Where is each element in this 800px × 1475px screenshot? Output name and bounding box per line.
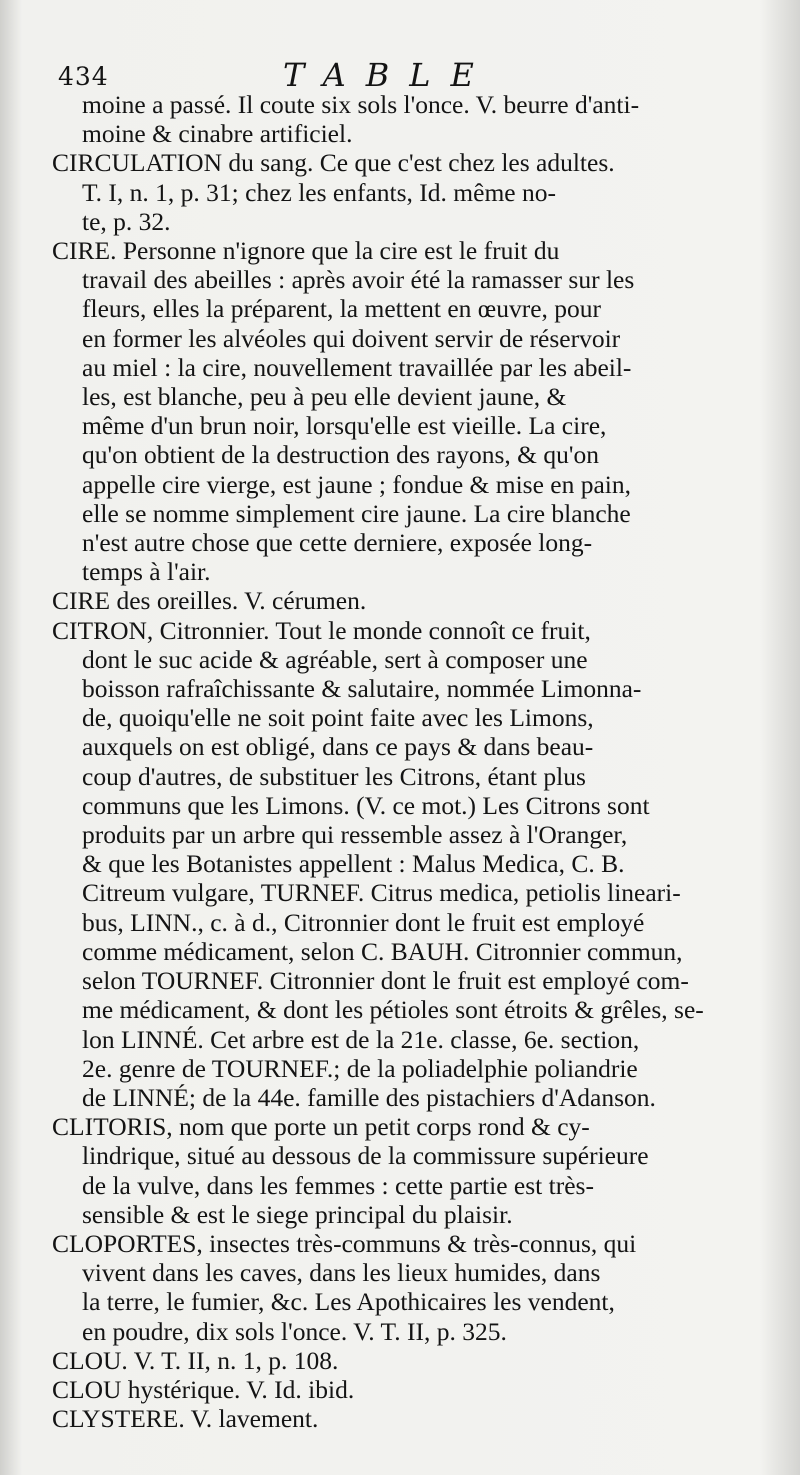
text-line: me médicament, & dont les pétioles sont étroits & grêles, se-: [82, 995, 704, 1025]
text-line: de la vulve, dans les femmes : cette partie est très-: [82, 1170, 594, 1200]
text-line: te, p. 32.: [82, 206, 171, 236]
entry-head-line: CLOU hystérique. V. Id. ibid.: [52, 1374, 355, 1404]
text-line: coup d'autres, de substituer les Citrons, étant plus: [82, 761, 586, 791]
text-line: communs que les Limons. (V. ce mot.) Les Citrons sont: [82, 790, 650, 820]
page-number: 434: [58, 62, 109, 91]
text-line: de, quoiqu'elle ne soit point faite avec les Limons,: [82, 703, 594, 733]
text-line: au miel : la cire, nouvellement travaillée par les abeil-: [82, 352, 632, 382]
text-line: en poudre, dix sols l'once. V. T. II, p. 325.: [82, 1316, 507, 1346]
text-line: selon TOURNEF. Citronnier dont le fruit est employé com-: [82, 966, 689, 996]
text-line: de LINNÉ; de la 44e. famille des pistachiers d'Adanson.: [82, 1082, 656, 1112]
text-line: même d'un brun noir, lorsqu'elle est vieille. La cire,: [82, 411, 607, 441]
text-line: en former les alvéoles qui doivent servir de réservoir: [82, 323, 621, 353]
text-line: lindrique, situé au dessous de la commissure supérieure: [82, 1141, 649, 1171]
entry-head-line: CIRE. Personne n'ignore que la cire est le fruit du: [52, 236, 560, 266]
entry-head-line: CLOU. V. T. II, n. 1, p. 108.: [52, 1345, 339, 1375]
entry-circulation: [52, 148, 752, 236]
text-line: T. I, n. 1, p. 31; chez les enfants, Id. même no-: [82, 177, 556, 207]
text-line: n'est autre chose que cette derniere, exposée long-: [82, 528, 593, 558]
text-line: qu'on obtient de la destruction des rayons, & qu'on: [82, 440, 599, 470]
text-line: produits par un arbre qui ressemble assez à l'Oranger,: [82, 820, 628, 850]
text-line: 2e. genre de TOURNEF.; de la poliadelphie poliandrie: [82, 1053, 638, 1083]
text-line: comme médicament, selon C. BAUH. Citronnier commun,: [82, 936, 683, 966]
text-line: les, est blanche, peu à peu elle devient jaune, &: [82, 382, 567, 412]
entry-clystere: [52, 1404, 752, 1433]
entry-head-line: CIRCULATION du sang. Ce que c'est chez les adultes.: [52, 148, 615, 178]
running-title: TABLE: [283, 56, 494, 94]
text-line: boisson rafraîchissante & salutaire, nommée Limonna-: [82, 674, 642, 704]
entry-head-line: CITRON, Citronnier. Tout le monde connoît ce fruit,: [52, 615, 591, 645]
entry-head-line: CLYSTERE. V. lavement.: [52, 1404, 319, 1434]
text-line: elle se nomme simplement cire jaune. La cire blanche: [82, 498, 631, 528]
text-line: temps à l'air.: [82, 557, 211, 587]
entry-cire-oreilles: [52, 586, 752, 615]
text-line: vivent dans les caves, dans les lieux humides, dans: [82, 1258, 601, 1288]
entry-citron: [52, 616, 752, 1112]
text-line: moine a passé. Il coute six sols l'once. V. beurre d'anti-: [82, 90, 640, 119]
entry-clitoris: [52, 1112, 752, 1229]
index-body: [52, 90, 752, 1433]
entry-clou: [52, 1346, 752, 1375]
text-line: lon LINNÉ. Cet arbre est de la 21e. classe, 6e. section,: [82, 1024, 640, 1054]
text-line: & que les Botanistes appellent : Malus Medica, C. B.: [82, 849, 625, 879]
text-line: Citreum vulgare, TURNEF. Citrus medica, petiolis lineari-: [82, 878, 681, 908]
entry-clou-hysterique: [52, 1375, 752, 1404]
text-line: auxquels on est obligé, dans ce pays & dans beau-: [82, 732, 594, 762]
text-line: fleurs, elles la préparent, la mettent en œuvre, pour: [82, 294, 602, 324]
text-line: dont le suc acide & agréable, sert à composer une: [82, 644, 588, 674]
entry-head-line: CLITORIS, nom que porte un petit corps rond & cy-: [52, 1112, 590, 1142]
entry-head-line: CIRE des oreilles. V. cérumen.: [52, 586, 367, 616]
text-line: bus, LINN., c. à d., Citronnier dont le fruit est employé: [82, 907, 645, 937]
text-line: sensible & est le siege principal du plaisir.: [82, 1199, 513, 1229]
entry-head-line: CLOPORTES, insectes très-communs & très-connus, qui: [52, 1228, 637, 1258]
entry-continuation: [52, 90, 752, 148]
entry-cloportes: [52, 1229, 752, 1346]
text-line: appelle cire vierge, est jaune ; fondue & mise en pain,: [82, 469, 631, 499]
text-line: la terre, le fumier, &c. Les Apothicaires les vendent,: [82, 1287, 615, 1317]
text-line: moine & cinabre artificiel.: [82, 119, 353, 149]
entry-cire: [52, 236, 752, 586]
text-line: travail des abeilles : après avoir été la ramasser sur les: [82, 265, 635, 295]
